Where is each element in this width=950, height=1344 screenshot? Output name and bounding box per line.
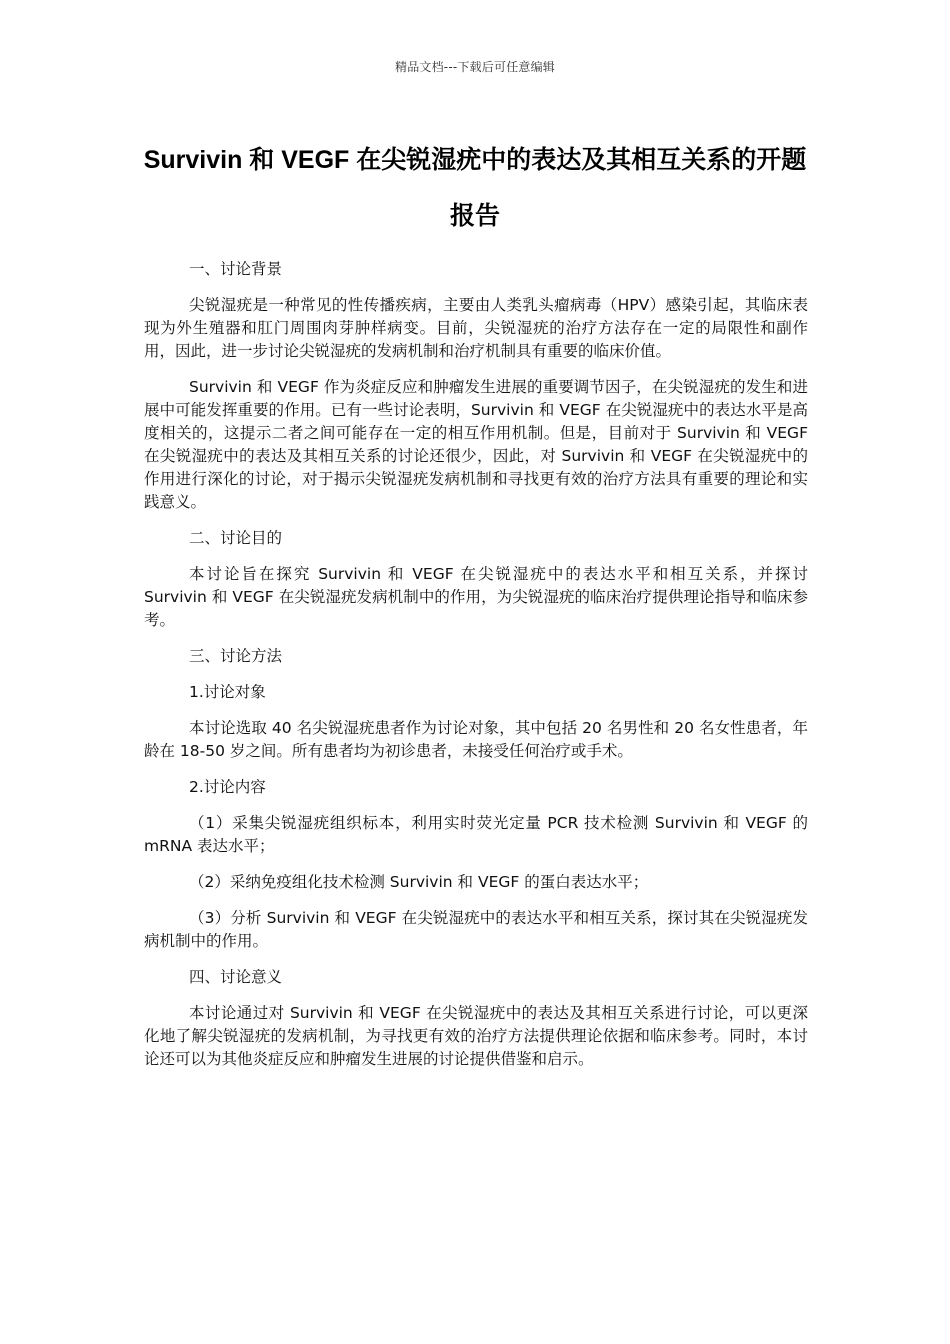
- paragraph-background-1: 尖锐湿疣是一种常见的性传播疾病，主要由人类乳头瘤病毒（HPV）感染引起，其临床表现为外生殖器和肛门周围肉芽肿样病变。目前，尖锐湿疣的治疗方法存在一定的局限性和副作用，因此，进一步讨论尖锐湿疣的发病机制和治疗机制具有重要的临床价值。: [144, 296, 808, 360]
- paragraph-background-2: Survivin 和 VEGF 作为炎症反应和肿瘤发生进展的重要调节因子，在尖锐湿疣的发生和进展中可能发挥重要的作用。已有一些讨论表明，Survivin 和 VEGF 在尖锐湿疣中的表达水平是高度相关的，这提示二者之间可能存在一定的相互作用机制。但是，目前对于 Survivin 和 VEGF 在尖锐湿疣中的表达及其相互关系的讨论还很少，因此，对 Survivin 和 VEGF 在尖锐湿疣中的作用进行深化的讨论，对于揭示尖锐湿疣发病机制和寻找更有效的治疗方法具有重要的理论和实践意义。: [144, 378, 808, 511]
- list-item-content-1: （1）采集尖锐湿疣组织标本，利用实时荧光定量 PCR 技术检测 Survivin 和 VEGF 的 mRNA 表达水平；: [144, 814, 808, 855]
- section-heading-significance: 四、讨论意义: [189, 968, 283, 986]
- section-heading-background: 一、讨论背景: [189, 260, 283, 278]
- subheading-subjects: 1.讨论对象: [189, 683, 266, 701]
- list-item-content-2: （2）采纳免疫组化技术检测 Survivin 和 VEGF 的蛋白表达水平；: [189, 873, 649, 891]
- list-item-content-3: （3）分析 Survivin 和 VEGF 在尖锐湿疣中的表达水平和相互关系，探讨其在尖锐湿疣发病机制中的作用。: [144, 909, 808, 950]
- document-body: [144, 258, 808, 1084]
- paragraph-purpose: 本讨论旨在探究 Survivin 和 VEGF 在尖锐湿疣中的表达水平和相互关系，并探讨 Survivin 和 VEGF 在尖锐湿疣发病机制中的作用，为尖锐湿疣的临床治疗提供理论指导和临床参考。: [144, 565, 808, 629]
- section-heading-purpose: 二、讨论目的: [189, 529, 283, 547]
- header-note: 精品文档---下载后可任意编辑: [395, 60, 555, 74]
- paragraph-subjects: 本讨论选取 40 名尖锐湿疣患者作为讨论对象，其中包括 20 名男性和 20 名女性患者，年龄在 18-50 岁之间。所有患者均为初诊患者，未接受任何治疗或手术。: [144, 719, 808, 760]
- document-title: Survivin 和 VEGF 在尖锐湿疣中的表达及其相互关系的开题报告: [143, 146, 807, 230]
- paragraph-significance: 本讨论通过对 Survivin 和 VEGF 在尖锐湿疣中的表达及其相互关系进行讨论，可以更深化地了解尖锐湿疣的发病机制，为寻找更有效的治疗方法提供理论依据和临床参考。同时，本讨论还可以为其他炎症反应和肿瘤发生进展的讨论提供借鉴和启示。: [144, 1004, 808, 1068]
- section-heading-methods: 三、讨论方法: [189, 647, 283, 665]
- subheading-content: 2.讨论内容: [189, 778, 266, 796]
